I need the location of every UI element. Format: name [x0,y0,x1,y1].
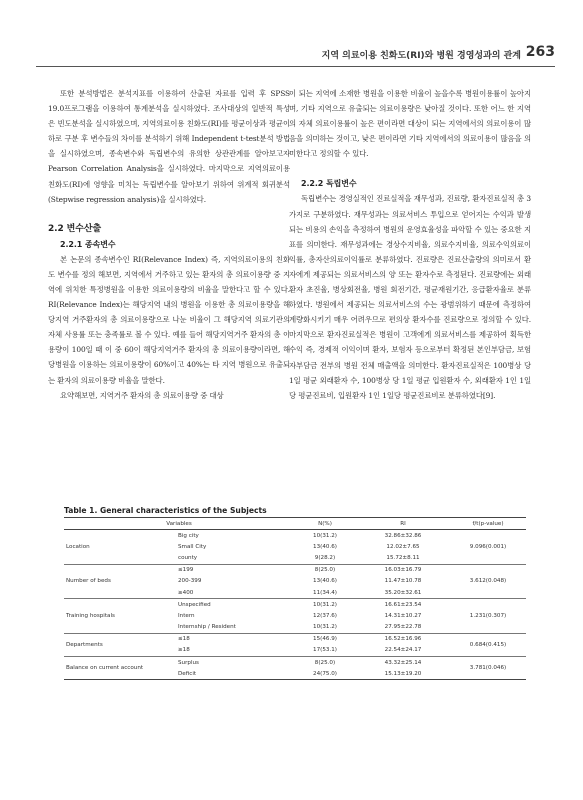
n-cell: 10(31.2) [313,624,337,631]
category-cell: ≥400 [178,589,194,596]
stat-cell: 9.096(0.001) [469,543,507,550]
variable-beds: Number of beds [64,564,176,599]
category-cell: Deficit [176,668,294,680]
n-cell: 13(40.6) [313,578,337,585]
variable-location: Location [66,543,90,550]
n-cell: 9(28.2) [314,554,336,561]
n-cell: 13(40.6) [313,543,337,550]
table-row [64,657,526,669]
category-cell: Unspecified [176,599,294,611]
category-cell: ≤18 [176,633,294,645]
paragraph-dependent-variable: 본 논문의 종속변수인 RI(Relevance Index) 즉, 지역의료이용의 친화도 변수를 정의 해보면, 지역에서 거주하고 있는 환자의 총 의료이용량 중 지역에 위치한 특정병원을 이용한 의료이용량의 비율을 말한다고 할 수 있다. RI(Relevance Index)는 해당지역 내의 병원을 이용한 총 의료이용량을 해당지역 거주환자의 총 의료이용량으로 나눈 비율이 그 해당지역 의료기관의 자체 사용률 또는 충족률로 볼 수 있다. 예를 들어 해당지역거주 환자의 총 이용량이 100일 때 이 중 60이 해당지역거주 환자의 총 의료이용량이라면, 해당병원을 이용하는 의료이용량이 60%이고 40%는 타 지역 병원으로 유출되는 환자의 의료이용량 비율을 말한다. [48,254,290,385]
category-cell: Internship / Resident [178,624,236,631]
category-cell: Small City [178,543,207,550]
right-column [289,86,531,403]
n-cell: 12(37.6) [313,612,337,619]
variable-departments: Departments [64,633,176,656]
ri-cell: 27.95±22.78 [384,624,422,631]
n-cell: 11(34.4) [313,589,337,596]
left-column [48,86,290,403]
characteristics-table [64,517,526,680]
header-variables: Variables [64,518,294,530]
section-heading-variables: 2.2 변수산출 [48,223,102,234]
paragraph-summary: 요약해보면, 지역거주 환자의 총 의료이용량 중 대상 [60,390,224,400]
category-cell: 200-399 [178,578,202,585]
header-ri: RI [356,518,450,530]
ri-cell: 32.86±32.86 [384,532,422,539]
header-title: 지역 의료이용 친화도(RI)와 병원 경영성과의 관계 [321,51,521,61]
category-cell: Intern [178,612,195,619]
table-row [64,599,526,611]
ri-cell: 43.32±25.14 [356,657,450,669]
header-n: N(%) [294,518,356,530]
table-row [64,633,526,645]
subsection-heading-independent: 2.2.2 독립변수 [301,179,357,189]
header-stat: f/t(p-value) [450,518,526,530]
subsection-heading-dependent: 2.2.1 종속변수 [60,239,116,249]
ri-cell: 15.13±19.20 [356,668,450,680]
paragraph-continued: 이 되는 지역에 소재한 병원을 이용한 비율이 높을수록 병원이용률이 높아지며, 기타 지역으로 유출되는 의료이용량은 낮아질 것이다. 또한 어느 한 지역의 자체 의료이용률이 높은 편이라면 대상이 되는 지역에서의 의료이용이 많음을 의미하는 것이고, 낮은 편이라면 기타 지역에서의 의료이용이 많음을 의미한다고 정의할 수 있다. [289,89,531,159]
ri-cell: 15.72±8.11 [386,554,420,561]
category-cell: ≤199 [176,564,294,576]
ri-cell: 16.03±16.79 [356,564,450,576]
n-cell: 8(25.0) [294,564,356,576]
table-header-row [64,518,526,530]
n-cell: 17(53.1) [313,647,337,654]
variable-balance: Balance on current account [64,657,176,680]
n-cell: 10(31.2) [294,599,356,611]
table-caption: Table 1. General characteristics of the Subjects [64,506,267,515]
paragraph-analysis-method: 또한 분석방법은 분석지표를 이용하여 산출된 자료를 입력 후 SPSS 19.0프로그램을 이용하여 통계분석을 실시하였다. 조사대상의 일반적 특성은 빈도분석을 실시하였으며, 지역의료이용 친화도(RI)를 평균이상과 평균이하로 구분 후 변수들의 차이를 분석하기 위해 Independent t-test분석 방법을 실시하였으며, 종속변수와 독립변수의 유의한 상관관계를 알아보고자 Pearson Correlation Analysis을 실시하였다. 마지막으로 지역의료이용 친화도(RI)에 영향을 미치는 독립변수를 알아보기 위하여 위계적 회귀분석(Stepwise regression analysis)을 실시하였다. [48,89,290,204]
stat-cell: 3.612(0.048) [450,564,526,599]
n-cell: 24(75.0) [294,668,356,680]
ri-cell: 16.52±16.96 [356,633,450,645]
table-row [64,564,526,576]
category-cell: ≥18 [178,647,190,654]
paragraph-independent-variable: 독립변수는 경영실적인 진료실적을 재무성과, 진료량, 환자진료실적 총 3가지로 구분하였다. 재무성과는 의료서비스 투입으로 얻어지는 수익과 발생되는 비용의 손익을 측정하여 병원의 운영효율성을 파악할 수 있는 중요한 지표를 의미한다. 재무성과에는 경상수지비율, 의료수지비율, 의료수익의료이익률, 총자산의료이익률로 분류하였다. 진료량은 진료산출량의 의미로서 환자에게 제공되는 의료서비스의 양 또는 환자수로 측정된다. 진료량에는 외래환자 초진율, 병상회전율, 병원 회전기간, 평균재원기간, 응급환자율로 분류하였다. 병원에서 제공되는 의료서비스의 수는 광범위하기 때문에 측정하여 계량화시키기 매우 어려우므로 편의상 환자수를 진료량으로 정의할 수 있다. 마지막으로 환자진료실적은 병원이 고객에게 의료서비스를 제공하여 획득한 수익 즉, 경제적 이익이며 환자, 보험자 등으로부터 확정된 본인부담금, 보험자부담금 전부의 병원 전체 매출액을 의미한다. 환자진료실적은 100병상 당 1일 평균 외래환자 수, 100병상 당 1일 평균 입원환자 수, 외래환자 1인 1일당 평균진료비, 입원환자 1인 1일당 평균진료비로 분류하였다[9]. [289,194,531,400]
n-cell: 15(46.9) [294,633,356,645]
ri-cell: 22.54±24.17 [384,647,422,654]
category-cell: Surplus [176,657,294,669]
ri-cell: 16.61±23.54 [356,599,450,611]
n-cell: 10(31.2) [313,532,337,539]
page-number: 263 [525,44,555,60]
n-cell: 8(25.0) [294,657,356,669]
category-cell: county [178,554,198,561]
variable-training: Training hospitals [64,599,176,634]
running-header [36,44,555,67]
ri-cell: 14.31±10.27 [384,612,422,619]
stat-cell: 1.231(0.307) [450,599,526,634]
stat-cell: 0.684(0.415) [450,633,526,656]
stat-cell: 3.781(0.046) [450,657,526,680]
table-row [64,530,526,542]
category-cell: Big city [178,532,199,539]
ri-cell: 11.47±10.78 [384,578,422,585]
ri-cell: 35.20±32.61 [384,589,422,596]
ri-cell: 12.02±7.65 [386,543,420,550]
